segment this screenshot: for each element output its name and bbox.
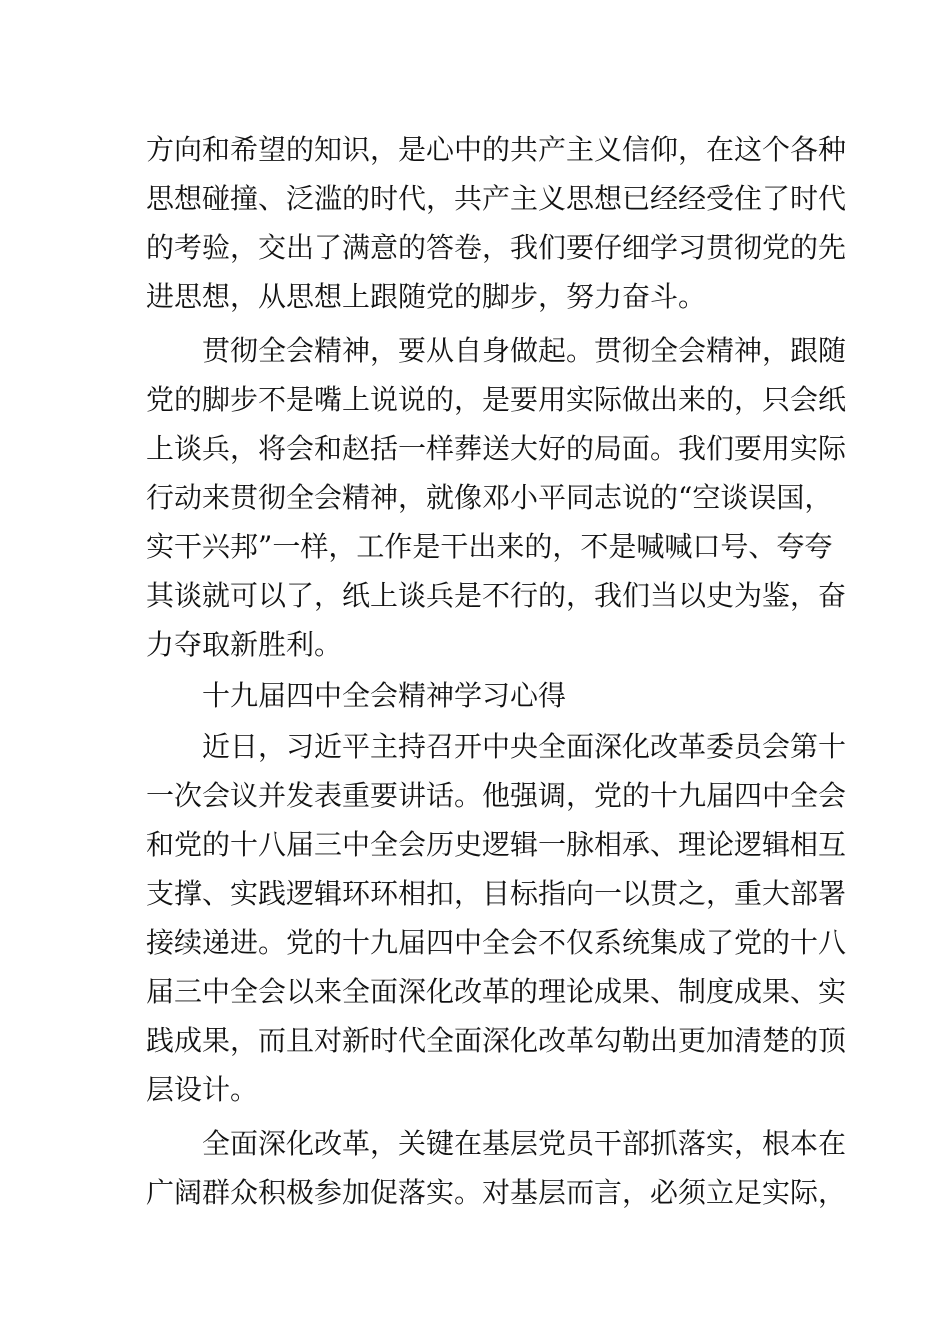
text-line: 进思想，从思想上跟随党的脚步，努力奋斗。 — [146, 280, 707, 313]
text-line: 思想碰撞、泛滥的时代，共产主义思想已经经受住了时代 — [146, 182, 847, 215]
text-line: 届三中全会以来全面深化改革的理论成果、制度成果、实 — [146, 975, 847, 1008]
text-line: 方向和希望的知识，是心中的共产主义信仰，在这个各种 — [146, 133, 847, 166]
paragraph-first-line: 近日，习近平主持召开中央全面深化改革委员会第十 — [202, 730, 847, 763]
text-line: 力夺取新胜利。 — [146, 628, 343, 661]
text-line: 和党的十八届三中全会历史逻辑一脉相承、理论逻辑相互 — [146, 828, 847, 861]
text-line: 行动来贯彻全会精神，就像邓小平同志说的“空谈误国， — [146, 481, 833, 514]
text-line: 实干兴邦”一样，工作是干出来的，不是喊喊口号、夸夸 — [146, 530, 833, 563]
text-line: 上谈兵，将会和赵括一样葬送大好的局面。我们要用实际 — [146, 432, 847, 465]
text-line: 的考验，交出了满意的答卷，我们要仔细学习贯彻党的先 — [146, 231, 847, 264]
text-line: 党的脚步不是嘴上说说的，是要用实际做出来的，只会纸 — [146, 383, 847, 416]
text-line: 一次会议并发表重要讲话。他强调，党的十九届四中全会 — [146, 779, 847, 812]
text-line: 支撑、实践逻辑环环相扣，目标指向一以贯之，重大部署 — [146, 877, 847, 910]
text-line: 其谈就可以了，纸上谈兵是不行的，我们当以史为鉴，奋 — [146, 579, 847, 612]
text-line: 广阔群众积极参加促落实。对基层而言，必须立足实际， — [146, 1176, 847, 1209]
text-line: 践成果，而且对新时代全面深化改革勾勒出更加清楚的顶 — [146, 1024, 847, 1057]
paragraph-first-line: 全面深化改革，关键在基层党员干部抓落实，根本在 — [202, 1127, 847, 1160]
paragraph-first-line: 贯彻全会精神，要从自身做起。贯彻全会精神，跟随 — [202, 334, 847, 367]
text-line: 接续递进。党的十九届四中全会不仅系统集成了党的十八 — [146, 926, 847, 959]
text-line: 层设计。 — [146, 1073, 259, 1106]
section-title: 十九届四中全会精神学习心得 — [202, 679, 567, 712]
